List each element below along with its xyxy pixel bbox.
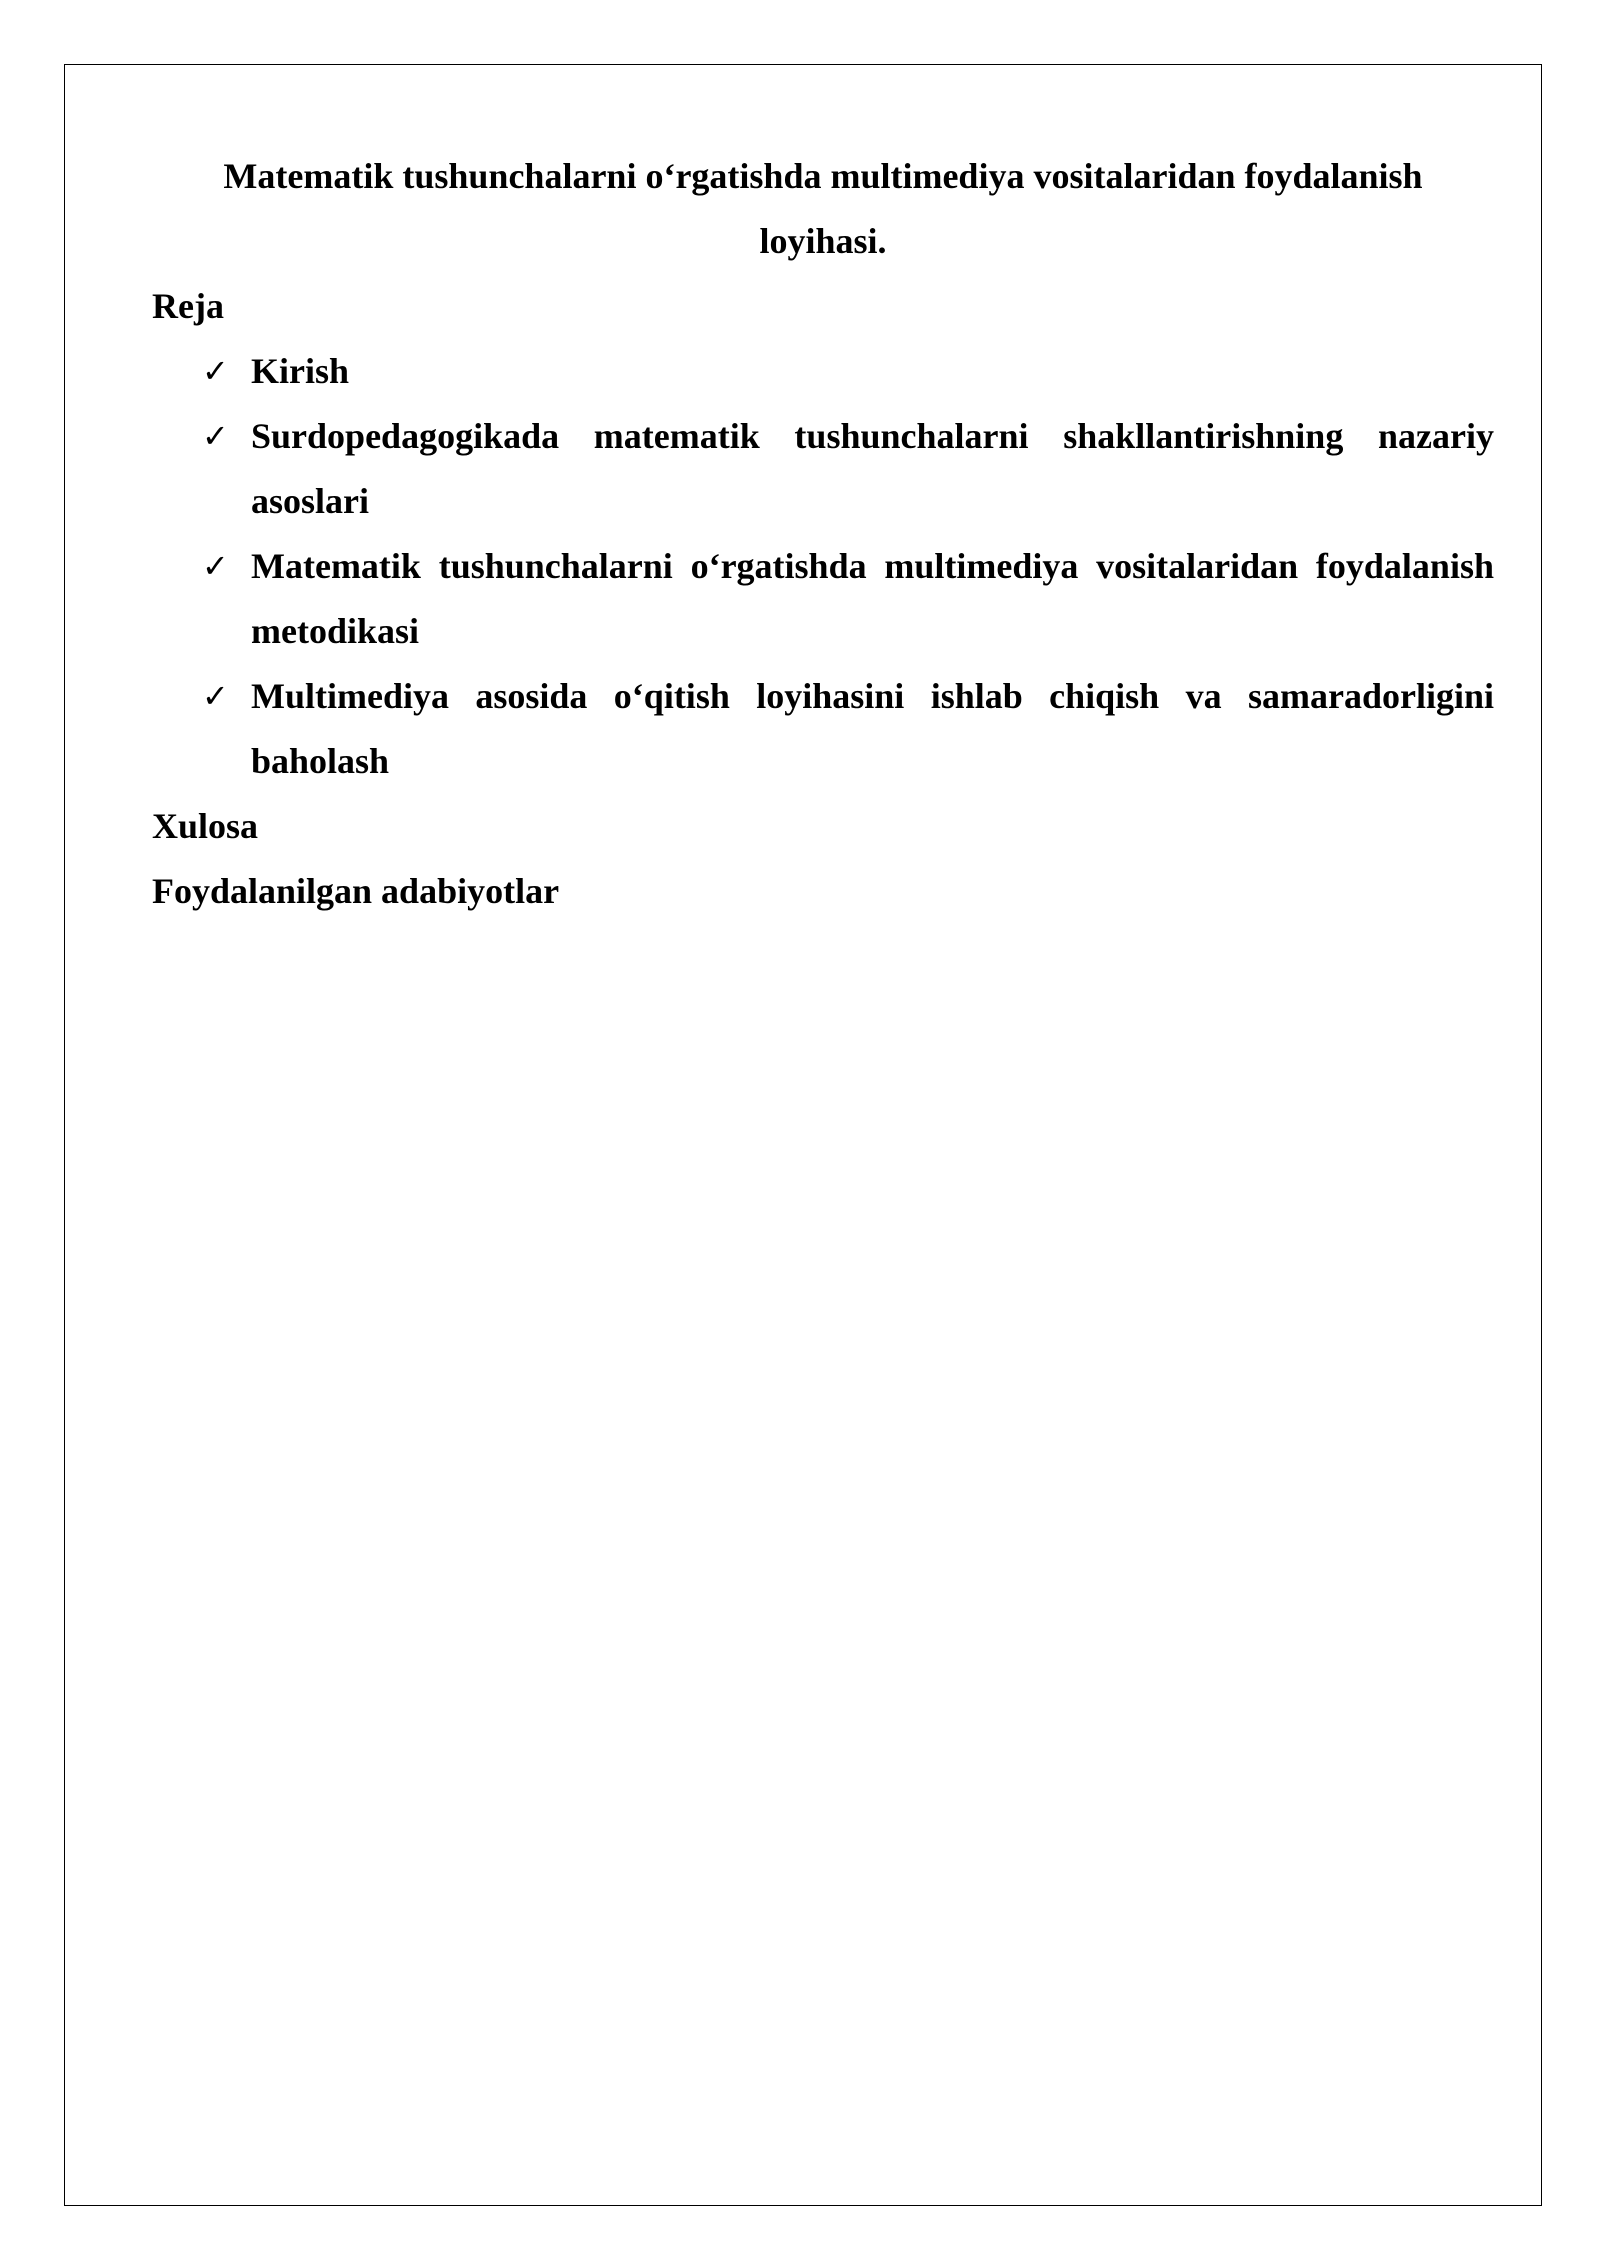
document-body xyxy=(152,144,1494,924)
list-item xyxy=(152,534,1494,664)
plan-heading: Reja xyxy=(152,286,224,326)
list-item xyxy=(152,664,1494,794)
plan-item-text: Kirish xyxy=(251,351,350,391)
document-title: Matematik tushunchalarni o‘rgatishda multimediya vositalaridan foydalanish loyihasi. xyxy=(223,156,1423,261)
check-icon: ✓ xyxy=(202,547,229,585)
list-item xyxy=(152,339,1494,404)
plan-item-text: Matematik tushunchalarni o‘rgatishda multimediya vositalaridan foydalanish metodikasi xyxy=(251,546,1494,651)
plan-list xyxy=(152,339,1494,794)
plan-item-text: Multimediya asosida o‘qitish loyihasini ishlab chiqish va samaradorligini baholash xyxy=(251,676,1494,781)
check-icon: ✓ xyxy=(202,417,229,455)
check-icon: ✓ xyxy=(202,352,229,390)
conclusion-heading: Xulosa xyxy=(152,806,259,846)
check-icon: ✓ xyxy=(202,677,229,715)
plan-item-text: Surdopedagogikada matematik tushunchalarni shakllantirishning nazariy asoslari xyxy=(251,416,1494,521)
references-heading: Foydalanilgan adabiyotlar xyxy=(152,871,560,911)
list-item xyxy=(152,404,1494,534)
